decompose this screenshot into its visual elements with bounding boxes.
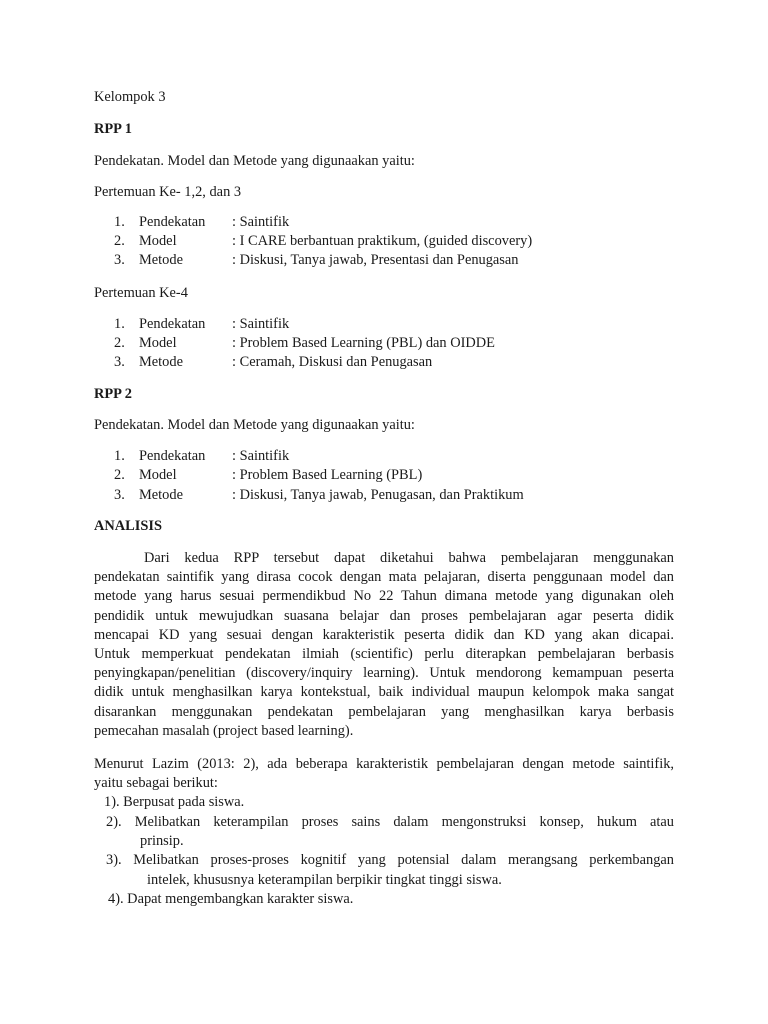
rpp1-intro: Pendekatan. Model dan Metode yang digunaakan yaitu: [94, 153, 415, 169]
paragraph-line: pendekatan saintifik yang dirasa cocok dengan mata pelajaran, diserta penggunaan model dan [94, 569, 674, 586]
paragraph-line: Menurut Lazim (2013: 2), ada beberapa karakteristik pembelajaran dengan metode saintifik, [94, 756, 674, 772]
list-value: : Saintifik [232, 448, 290, 464]
list-value: : I CARE berbantuan praktikum, (guided discovery) [232, 233, 533, 249]
paragraph-line: Untuk memperkuat pendekatan ilmiah (scientific) perlu diterapkan pembelajaran berbasis [94, 646, 674, 663]
list-label: Metode [139, 354, 183, 370]
characteristic-item-continuation: intelek, khususnya keterampilan berpikir tingkat tinggi siswa. [147, 872, 502, 888]
rpp1-heading: RPP 1 [94, 121, 132, 137]
list-label: Model [139, 335, 177, 351]
rpp2-intro: Pendekatan. Model dan Metode yang digunaakan yaitu: [94, 417, 415, 433]
characteristic-item: 1). Berpusat pada siswa. [104, 794, 245, 810]
characteristic-item: 4). Dapat mengembangkan karakter siswa. [108, 891, 354, 907]
list-label: Metode [139, 252, 183, 268]
characteristic-item: 3). Melibatkan proses-proses kognitif yang potensial dalam merangsang perkembangan [106, 852, 674, 868]
paragraph-line: pendidik untuk mewujudkan suasana belajar dan proses pembelajaran agar peserta didik [94, 607, 674, 624]
list-label: Model [139, 467, 177, 483]
characteristic-item-continuation: prinsip. [140, 833, 184, 849]
list-number: 1. [114, 448, 125, 464]
list-number: 1. [114, 316, 125, 332]
list-label: Pendekatan [139, 316, 206, 332]
list-label: Model [139, 233, 177, 249]
list-number: 3. [114, 487, 125, 503]
rpp2-heading: RPP 2 [94, 386, 132, 402]
list-number: 3. [114, 354, 125, 370]
analysis-heading: ANALISIS [94, 518, 162, 534]
analysis-paragraph [94, 549, 674, 741]
paragraph-line: yaitu sebagai berikut: [94, 775, 218, 792]
paragraph-line: penyingkapan/penelitian (discovery/inquiry learning). Untuk mendorong kemampuan peserta [94, 665, 674, 682]
paragraph-line: metode yang harus sesuai permendikbud No 22 Tahun dimana metode yang digunakan oleh [94, 588, 674, 605]
paragraph-line: didik untuk menghasilkan karya kontekstual, baik individual maupun kelompok maka sangat [94, 684, 674, 701]
list-label: Pendekatan [139, 214, 206, 230]
paragraph-line: Dari kedua RPP tersebut dapat diketahui bahwa pembelajaran menggunakan [144, 550, 674, 566]
list-value: : Problem Based Learning (PBL) [232, 467, 423, 483]
list-label: Pendekatan [139, 448, 206, 464]
list-value: : Diskusi, Tanya jawab, Presentasi dan Penugasan [232, 252, 519, 268]
paragraph-line: mencapai KD yang sesuai dengan karakteristik peserta didik dan KD yang akan dicapai. [94, 626, 674, 643]
list-number: 2. [114, 335, 125, 351]
list-value: : Saintifik [232, 316, 290, 332]
document-title: Kelompok 3 [94, 89, 166, 105]
list-number: 3. [114, 252, 125, 268]
paragraph-line: disarankan menggunakan pendekatan pembelajaran yang menghasilkan karya berbasis [94, 703, 674, 720]
list-value: : Diskusi, Tanya jawab, Penugasan, dan Praktikum [232, 487, 524, 503]
list-value: : Saintifik [232, 214, 290, 230]
paragraph-line: pemecahan masalah (project based learning). [94, 722, 354, 739]
characteristic-item: 2). Melibatkan keterampilan proses sains dalam mengonstruksi konsep, hukum atau [106, 814, 674, 830]
meeting-b-heading: Pertemuan Ke-4 [94, 285, 188, 301]
meeting-a-heading: Pertemuan Ke- 1,2, dan 3 [94, 184, 242, 200]
list-value: : Problem Based Learning (PBL) dan OIDDE [232, 335, 495, 351]
list-number: 2. [114, 467, 125, 483]
lazim-paragraph [94, 755, 674, 793]
list-number: 2. [114, 233, 125, 249]
list-label: Metode [139, 487, 183, 503]
list-number: 1. [114, 214, 125, 230]
list-value: : Ceramah, Diskusi dan Penugasan [232, 354, 433, 370]
